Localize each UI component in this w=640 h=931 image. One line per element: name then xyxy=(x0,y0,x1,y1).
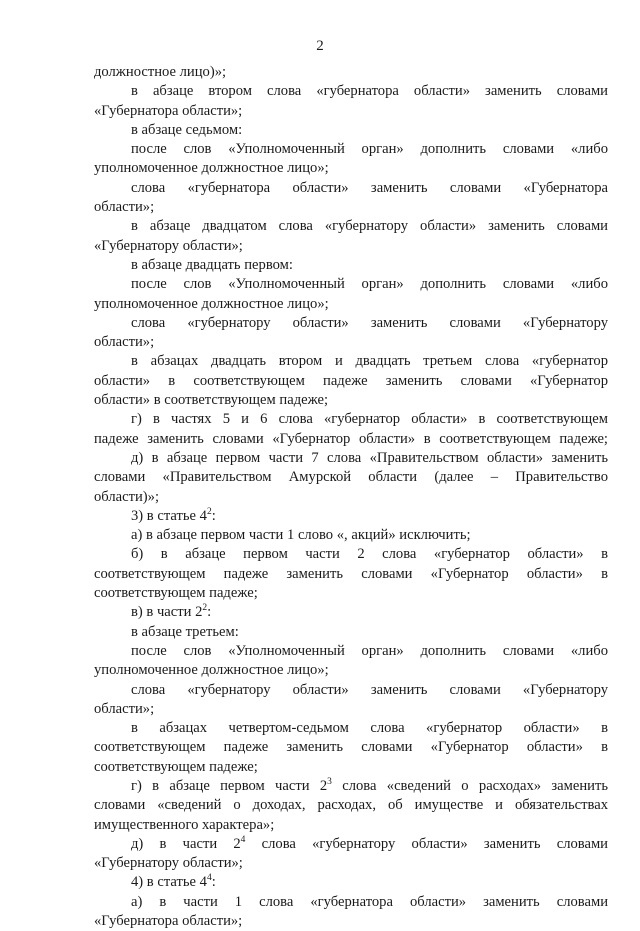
line-text: области»; xyxy=(94,334,155,351)
text-line xyxy=(94,121,608,140)
line-text: должностное лицо)»; xyxy=(94,64,227,80)
line-text: 3) в статье 4 xyxy=(131,507,207,524)
superscript: 2 xyxy=(206,506,212,517)
text-line xyxy=(94,102,608,121)
line-text: словами «Правительством Амурской области (далее – Правительство xyxy=(94,469,608,486)
line-text: в абзаце третьем: xyxy=(131,623,239,640)
text-line xyxy=(94,835,608,854)
text-line xyxy=(94,796,608,815)
text-line xyxy=(94,237,608,256)
line-text: области» в соответствующем падеже заменить словами «Губернатор xyxy=(94,372,608,389)
line-text: г) в частях 5 и 6 слова «губернатор области» в соответствующем xyxy=(131,411,608,428)
text-line xyxy=(94,488,608,507)
text-line xyxy=(94,256,608,275)
line-text-after-superscript: : xyxy=(211,874,216,891)
text-line xyxy=(94,738,608,757)
superscript: 4 xyxy=(206,873,212,884)
text-line xyxy=(94,777,608,796)
line-text: области»; xyxy=(94,700,155,717)
text-line xyxy=(94,449,608,468)
line-text: 4) в статье 4 xyxy=(131,874,207,891)
text-line xyxy=(94,623,608,642)
line-text: после слов «Уполномоченный орган» дополнить словами «либо xyxy=(131,642,608,659)
line-text: а) в абзаце первом части 1 слово «, акций» исключить; xyxy=(131,527,471,544)
text-line xyxy=(94,217,608,236)
text-line xyxy=(94,333,608,352)
line-text: слова «губернатору области» заменить словами «Губернатору xyxy=(131,681,608,698)
line-text: соответствующем падеже; xyxy=(94,758,258,775)
line-text: в) в части 2 xyxy=(131,604,203,621)
text-line xyxy=(94,758,608,777)
text-line xyxy=(94,507,608,526)
text-line xyxy=(94,661,608,680)
text-line xyxy=(94,410,608,429)
page-number: 2 xyxy=(316,38,324,54)
text-line xyxy=(94,82,608,101)
line-text: области»; xyxy=(94,199,155,216)
line-text: б) в абзаце первом части 2 слова «губернатор области» в xyxy=(131,546,608,563)
line-text: имущественного характера»; xyxy=(94,816,275,833)
superscript: 2 xyxy=(202,603,208,614)
text-line xyxy=(94,545,608,564)
line-text: «Губернатору области»; xyxy=(94,237,243,254)
line-text: «Губернатора области»; xyxy=(94,913,243,930)
text-line xyxy=(94,295,608,314)
text-line xyxy=(94,526,608,545)
line-text: области)»; xyxy=(94,488,159,505)
line-text: г) в абзаце первом части 2 xyxy=(131,777,328,794)
line-text-after-superscript: : xyxy=(211,507,216,524)
text-line xyxy=(94,352,608,371)
line-text: уполномоченное должностное лицо»; xyxy=(94,160,329,177)
text-line xyxy=(94,700,608,719)
line-text: «Губернатору области»; xyxy=(94,855,243,872)
text-line xyxy=(94,854,608,873)
text-line xyxy=(94,391,608,410)
line-text: а) в части 1 слова «губернатора области» заменить словами xyxy=(131,893,608,910)
line-text: слова «губернатору области» заменить словами «Губернатору xyxy=(131,314,608,331)
text-line xyxy=(94,642,608,661)
line-text: уполномоченное должностное лицо»; xyxy=(94,662,329,679)
line-text: в абзацах четвертом-седьмом слова «губернатор области» в xyxy=(131,720,608,737)
line-text: в абзаце двадцатом слова «губернатору области» заменить словами xyxy=(131,218,608,235)
text-line xyxy=(94,372,608,391)
text-line xyxy=(94,603,608,622)
text-line xyxy=(94,893,608,912)
text-line xyxy=(94,565,608,584)
line-text: после слов «Уполномоченный орган» дополнить словами «либо xyxy=(131,141,608,158)
line-text: уполномоченное должностное лицо»; xyxy=(94,295,329,312)
line-text: после слов «Уполномоченный орган» дополнить словами «либо xyxy=(131,276,608,293)
line-text-after-superscript: слова «губернатору области» заменить словами xyxy=(245,835,608,852)
text-line xyxy=(94,584,608,603)
text-line xyxy=(94,63,608,82)
document-body xyxy=(94,63,608,931)
text-line xyxy=(94,816,608,835)
line-text: соответствующем падеже; xyxy=(94,585,258,602)
text-line xyxy=(94,430,608,449)
text-line xyxy=(94,179,608,198)
line-text: слова «губернатора области» заменить словами «Губернатора xyxy=(131,179,608,196)
text-line xyxy=(94,873,608,892)
text-line xyxy=(94,275,608,294)
line-text: словами «сведений о доходах, расходах, об имуществе и обязательствах xyxy=(94,797,608,814)
text-line xyxy=(94,719,608,738)
text-line xyxy=(94,198,608,217)
line-text-after-superscript: слова «сведений о расходах» заменить xyxy=(331,777,608,794)
line-text: «Губернатора области»; xyxy=(94,102,243,119)
line-text: области» в соответствующем падеже; xyxy=(94,392,329,409)
line-text-after-superscript: : xyxy=(207,604,212,621)
text-line xyxy=(94,912,608,931)
text-line xyxy=(94,314,608,333)
line-text: соответствующем падеже заменить словами «Губернатор области» в xyxy=(94,739,608,756)
text-line xyxy=(94,468,608,487)
superscript: 3 xyxy=(327,776,332,787)
text-line xyxy=(94,681,608,700)
line-text: в абзацах двадцать втором и двадцать третьем слова «губернатор xyxy=(131,353,608,370)
text-line xyxy=(94,140,608,159)
line-text: в абзаце втором слова «губернатора области» заменить словами xyxy=(131,83,608,100)
line-text: падеже заменить словами «Губернатор области» в соответствующем падеже; xyxy=(94,430,608,447)
line-text: д) в части 2 xyxy=(131,835,241,852)
line-text: соответствующем падеже заменить словами «Губернатор области» в xyxy=(94,565,608,582)
superscript: 4 xyxy=(240,834,246,845)
line-text: д) в абзаце первом части 7 слова «Правительством области» заменить xyxy=(131,449,608,466)
text-line xyxy=(94,159,608,178)
line-text: в абзаце седьмом: xyxy=(131,121,243,138)
line-text: в абзаце двадцать первом: xyxy=(131,256,293,273)
